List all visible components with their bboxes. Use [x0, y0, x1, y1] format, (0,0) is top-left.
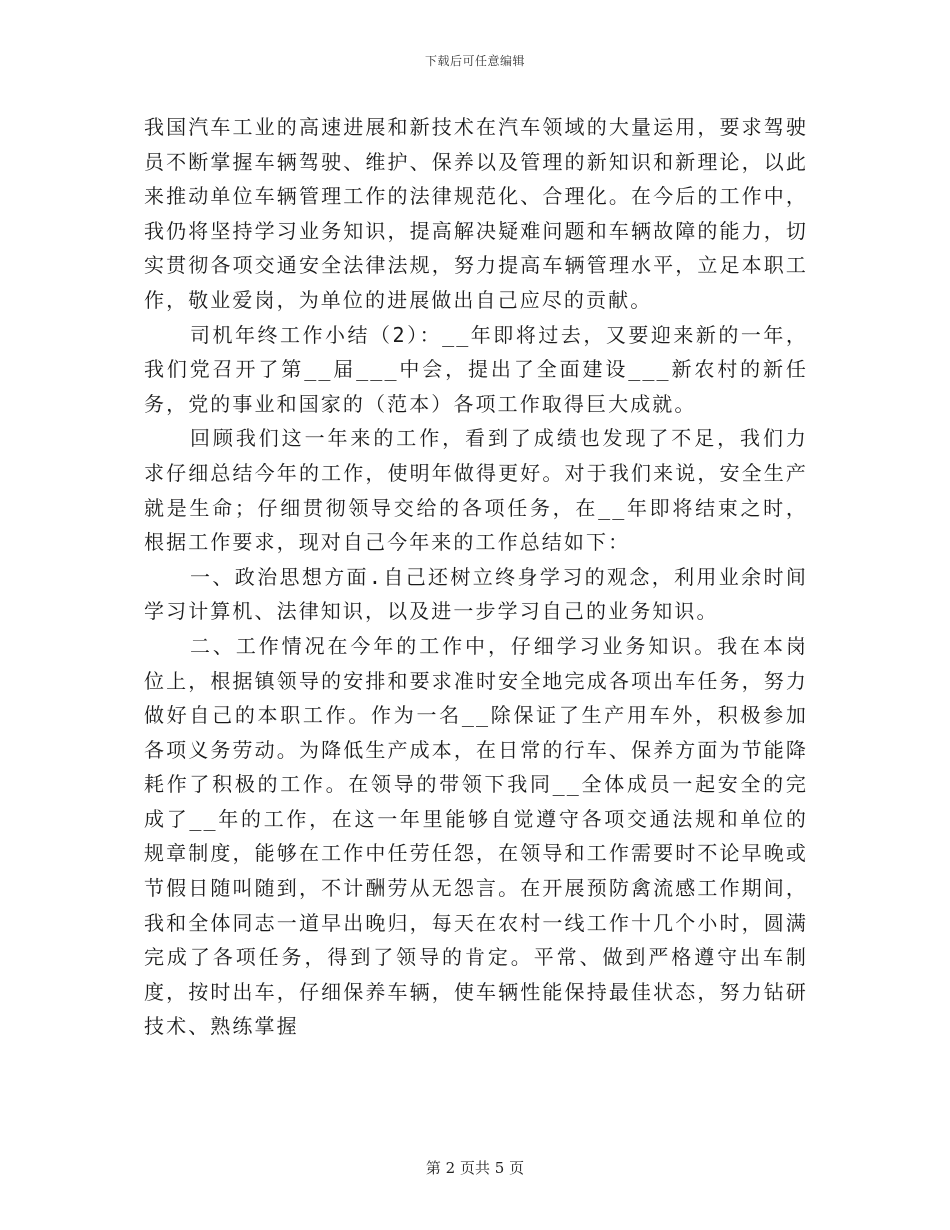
- paragraph-1: 我国汽车工业的高速进展和新技术在汽车领域的大量运用，要求驾驶员不断掌握车辆驾驶、维护、保养以及管理的新知识和新理论，以此来推动单位车辆管理工作的法律规范化、合理化。在今后的工作中，我仍将坚持学习业务知识，提高解决疑难问题和车辆故障的能力，切实贯彻各项交通安全法律法规，努力提高车辆管理水平，立足本职工作，敬业爱岗，为单位的进展做出自己应尽的贡献。: [144, 115, 808, 312]
- paragraph-3: 回顾我们这一年来的工作，看到了成绩也发现了不足，我们力求仔细总结今年的工作，使明年做得更好。对于我们来说，安全生产就是生命；仔细贯彻领导交给的各项任务，在__年即将结束之时，根据工作要求，现对自己今年来的工作总结如下：: [144, 426, 808, 555]
- paragraph-2: 司机年终工作小结（2）：__年即将过去，又要迎来新的一年，我们党召开了第__届___中会，提出了全面建设___新农村的新任务，党的事业和国家的（范本）各项工作取得巨大成就。: [144, 322, 808, 416]
- document-body: [144, 110, 808, 1044]
- page-header: 下载后可任意编辑: [424, 54, 525, 68]
- paragraph-5: 二、工作情况在今年的工作中，仔细学习业务知识。我在本岗位上，根据镇领导的安排和要求准时安全地完成各项出车任务，努力做好自己的本职工作。作为一名__除保证了生产用车外，积极参加各项义务劳动。为降低生产成本，在日常的行车、保养方面为节能降耗作了积极的工作。在领导的带领下我同__全体成员一起安全的完成了__年的工作，在这一年里能够自觉遵守各项交通法规和单位的规章制度，能够在工作中任劳任怨，在领导和工作需要时不论早晚或节假日随叫随到，不计酬劳从无怨言。在开展预防禽流感工作期间，我和全体同志一道早出晚归，每天在农村一线工作十几个小时，圆满完成了各项任务，得到了领导的肯定。平常、做到严格遵守出车制度，按时出车，仔细保养车辆，使车辆性能保持最佳状态，努力钻研技术、熟练掌握: [144, 633, 808, 1039]
- page-number: 第 2 页共 5 页: [425, 1159, 525, 1177]
- paragraph-4: 一、政治思想方面.自己还树立终身学习的观念，利用业余时间学习计算机、法律知识，以及进一步学习自己的业务知识。: [144, 564, 808, 624]
